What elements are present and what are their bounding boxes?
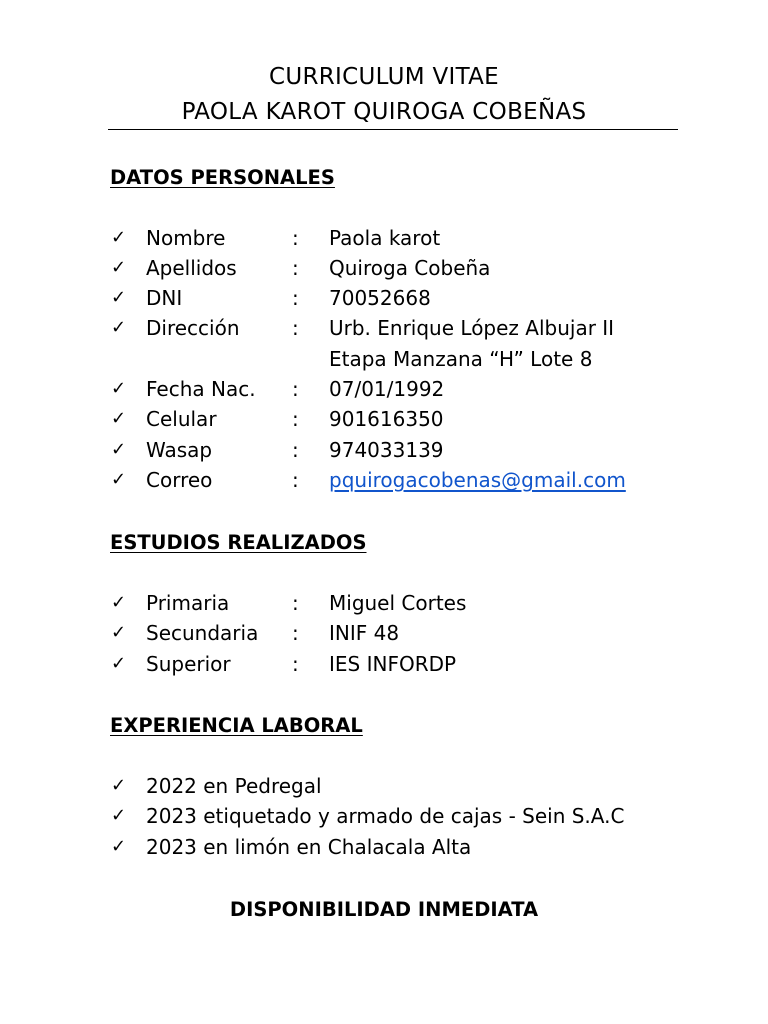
field-value-continuation: Etapa Manzana “H” Lote 8 [329, 347, 593, 371]
check-icon: ✓ [111, 592, 127, 613]
personal-row-nombre [0, 228, 768, 254]
cv-title: CURRICULUM VITAE [268, 64, 500, 90]
experience-text: 2022 en Pedregal [146, 774, 322, 798]
field-label: Celular [146, 407, 217, 431]
field-colon: : [292, 226, 299, 250]
field-colon: : [292, 468, 299, 492]
studies-row-superior [0, 654, 768, 680]
field-colon: : [292, 438, 299, 462]
check-icon: ✓ [111, 408, 127, 429]
check-icon: ✓ [111, 317, 127, 338]
studies-row-secundaria [0, 623, 768, 649]
availability-note: DISPONIBILIDAD INMEDIATA [229, 898, 539, 921]
email-link[interactable]: pquirogacobenas@gmail.com [329, 468, 626, 492]
field-colon: : [292, 377, 299, 401]
field-label: Dirección [146, 316, 240, 340]
field-colon: : [292, 316, 299, 340]
personal-row-direccion-cont [0, 349, 768, 375]
field-value: INIF 48 [329, 621, 400, 645]
field-label: Apellidos [146, 256, 237, 280]
field-value: Miguel Cortes [329, 591, 467, 615]
field-value: 07/01/1992 [329, 377, 445, 401]
check-icon: ✓ [111, 622, 127, 643]
check-icon: ✓ [111, 257, 127, 278]
check-icon: ✓ [111, 227, 127, 248]
section-heading-studies: ESTUDIOS REALIZADOS [110, 531, 367, 554]
field-label: Primaria [146, 591, 230, 615]
field-colon: : [292, 591, 299, 615]
check-icon: ✓ [111, 836, 127, 857]
field-label: Nombre [146, 226, 226, 250]
experience-text: 2023 en limón en Chalacala Alta [146, 835, 472, 859]
personal-row-fecha-nac [0, 379, 768, 405]
title-divider [108, 129, 678, 130]
field-label: Wasap [146, 438, 213, 462]
section-heading-experience: EXPERIENCIA LABORAL [110, 714, 363, 737]
studies-row-primaria [0, 593, 768, 619]
check-icon: ✓ [111, 469, 127, 490]
field-colon: : [292, 407, 299, 431]
check-icon: ✓ [111, 775, 127, 796]
field-value: 70052668 [329, 286, 431, 310]
field-colon: : [292, 256, 299, 280]
personal-row-dni [0, 288, 768, 314]
experience-item [0, 776, 768, 802]
experience-item [0, 837, 768, 863]
personal-row-correo [0, 470, 768, 496]
field-label: DNI [146, 286, 183, 310]
personal-row-direccion [0, 318, 768, 344]
check-icon: ✓ [111, 378, 127, 399]
field-label: Fecha Nac. [146, 377, 256, 401]
field-label: Correo [146, 468, 213, 492]
field-value: Quiroga Cobeña [329, 256, 491, 280]
field-colon: : [292, 621, 299, 645]
field-value: IES INFORDP [329, 652, 457, 676]
field-value: Paola karot [329, 226, 441, 250]
check-icon: ✓ [111, 653, 127, 674]
check-icon: ✓ [111, 439, 127, 460]
personal-row-apellidos [0, 258, 768, 284]
field-colon: : [292, 286, 299, 310]
cv-full-name: PAOLA KAROT QUIROGA COBEÑAS [181, 99, 587, 125]
field-label: Secundaria [146, 621, 259, 645]
field-value: Urb. Enrique López Albujar II [329, 316, 615, 340]
check-icon: ✓ [111, 805, 127, 826]
section-heading-personal: DATOS PERSONALES [110, 166, 335, 189]
field-value: 974033139 [329, 438, 444, 462]
field-value: 901616350 [329, 407, 444, 431]
experience-text: 2023 etiquetado y armado de cajas - Sein S.A.C [146, 804, 625, 828]
check-icon: ✓ [111, 287, 127, 308]
field-colon: : [292, 652, 299, 676]
personal-row-celular [0, 409, 768, 435]
personal-row-wasap [0, 440, 768, 466]
field-label: Superior [146, 652, 231, 676]
experience-item [0, 806, 768, 832]
